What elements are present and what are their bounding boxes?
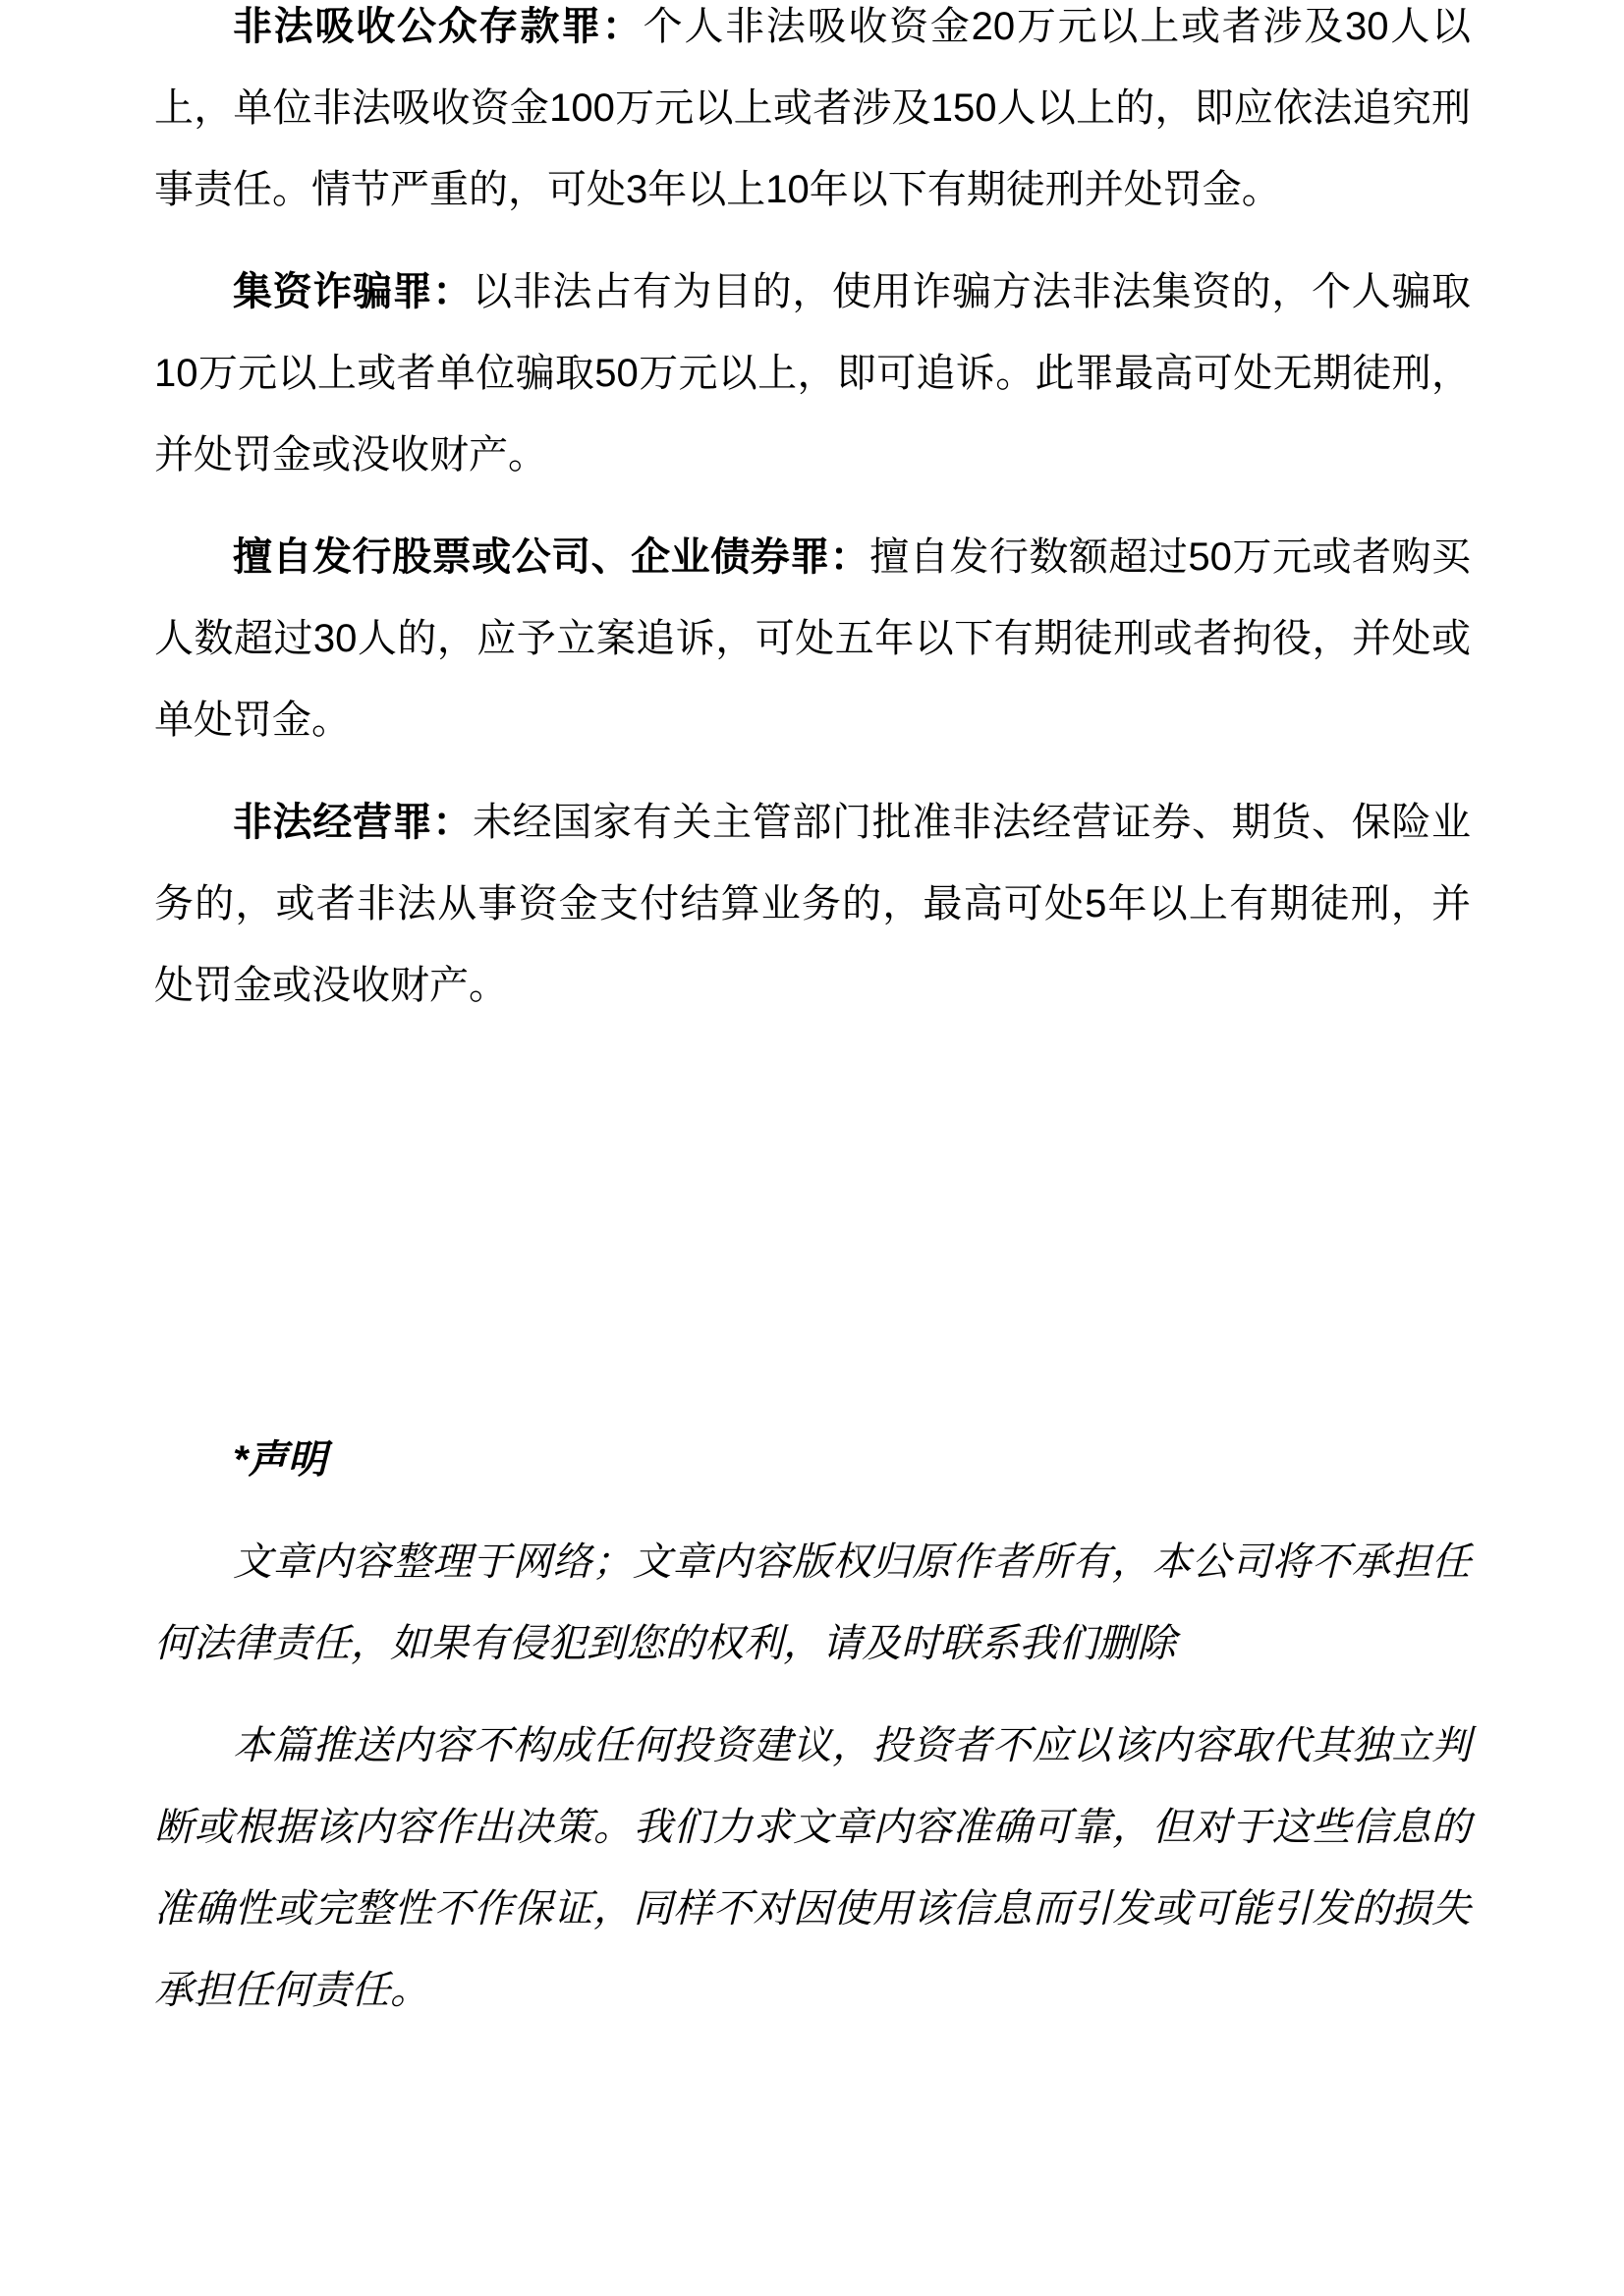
crime-description-2: 以非法占有为目的，使用诈骗方法非法集资的，个人骗取10万元以上或者单位骗取50万元以上，即可追诉。此罪最高可处无期徒刑，并处罚金或没收财产。: [154, 270, 1471, 476]
crime-term-1: 非法吸收公众存款罪：: [233, 5, 644, 48]
paragraph-crime-1: [154, 0, 1471, 231]
disclaimer-heading: *声明: [233, 1438, 327, 1482]
disclaimer-paragraph-2: 本篇推送内容不构成任何投资建议，投资者不应以该内容取代其独立判断或根据该内容作出决策。我们力求文章内容准确可靠，但对于这些信息的准确性或完整性不作保证，同样不对因使用该信息而引发或可能引发的损失承担任何责任。: [154, 1724, 1471, 2012]
paragraph-crime-3: [154, 517, 1471, 761]
crime-description-3: 擅自发行数额超过50万元或者购买人数超过30人的，应予立案追诉，可处五年以下有期徒刑或者拘役，并处或单处罚金。: [154, 535, 1472, 742]
crime-term-4: 非法经营罪：: [233, 801, 473, 844]
crime-term-2: 集资诈骗罪：: [233, 270, 473, 313]
disclaimer-section: [154, 1420, 1471, 2032]
crime-description-4: 未经国家有关主管部门批准非法经营证券、期货、保险业务的，或者非法从事资金支付结算业务的，最高可处5年以上有期徒刑，并处罚金或没收财产。: [154, 801, 1471, 1007]
crime-term-3: 擅自发行股票或公司、企业债券罪：: [233, 535, 870, 579]
paragraph-crime-2: [154, 252, 1471, 496]
article-body: [154, 0, 1471, 1027]
disclaimer-paragraph-1: 文章内容整理于网络；文章内容版权归原作者所有，本公司将不承担任何法律责任，如果有侵犯到您的权利，请及时联系我们删除: [154, 1540, 1471, 1665]
paragraph-crime-4: [154, 782, 1471, 1027]
crime-description-1: 个人非法吸收资金20万元以上或者涉及30人以上，单位非法吸收资金100万元以上或者涉及150人以上的，即应依法追究刑事责任。情节严重的，可处3年以上10年以下有期徒刑并处罚金。: [154, 5, 1472, 211]
